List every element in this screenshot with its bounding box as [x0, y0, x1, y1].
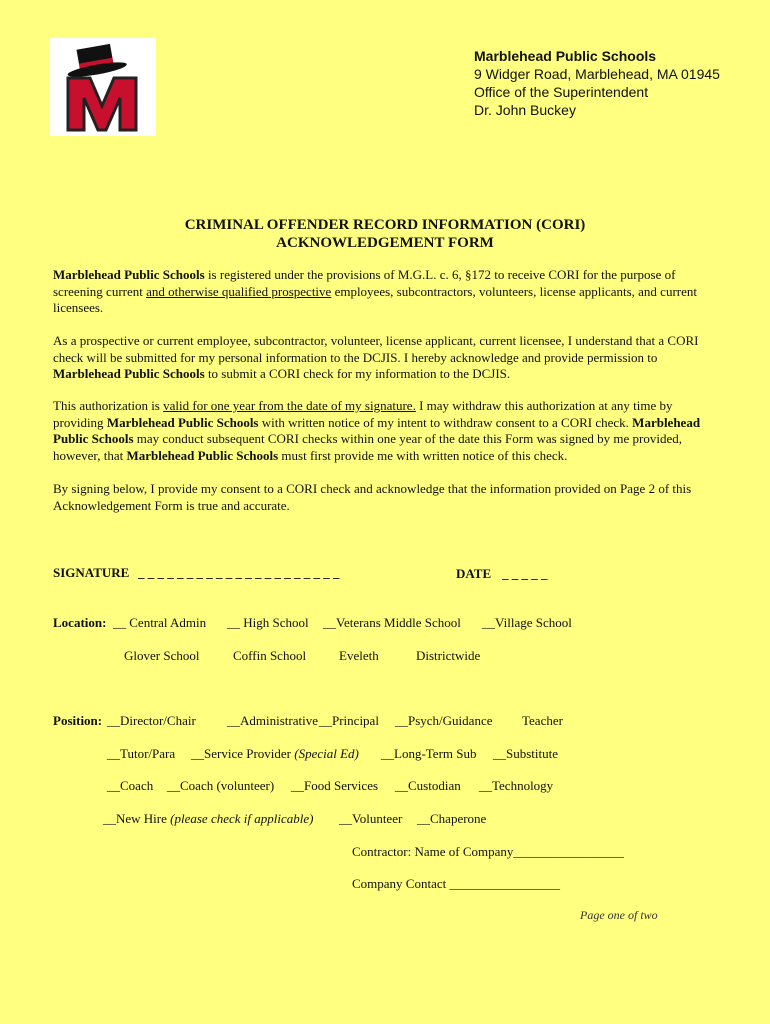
position-director[interactable]: __Director/Chair: [107, 713, 196, 728]
location-eveleth[interactable]: Eveleth: [339, 648, 379, 663]
paragraph-text: may conduct subsequent CORI checks within one year of the date this Form was signed by me provided, however, that: [53, 431, 682, 463]
position-psych[interactable]: __Psych/Guidance: [395, 713, 493, 728]
location-veterans-middle[interactable]: __Veterans Middle School: [323, 615, 461, 630]
title-line-2: ACKNOWLEDGEMENT FORM: [276, 235, 494, 251]
office-name: Office of the Superintendent: [474, 84, 649, 100]
signature-field[interactable]: _ _ _ _ _ _ _ _ _ _ _ _ _ _ _ _ _ _ _ _ _: [138, 565, 340, 580]
school-name: Marblehead Public Schools: [474, 48, 657, 64]
position-principal[interactable]: __Principal: [319, 713, 379, 728]
m-tophat-logo-icon: [50, 38, 156, 136]
location-districtwide[interactable]: Districtwide: [416, 648, 481, 663]
paragraph-text: to submit a CORI check for my information to the DCJIS.: [204, 366, 511, 381]
paragraph-text: is registered under the provisions of M.G.L. c. 6, §172 to receive CORI for the purpose of screening current: [53, 267, 676, 299]
position-custodian[interactable]: __Custodian: [395, 778, 461, 793]
school-name-emphasis: Marblehead Public Schools: [126, 447, 279, 463]
paragraph-authorization: [53, 398, 717, 464]
paragraph-text: employees, subcontractors, volunteers, license applicants, and current licensees.: [53, 283, 697, 315]
location-label: Location:: [53, 615, 107, 630]
paragraph-text: I may withdraw this authorization at any time by providing: [53, 398, 673, 430]
location-village-school[interactable]: __Village School: [482, 615, 572, 630]
title-line-1: CRIMINAL OFFENDER RECORD INFORMATION (CORI): [184, 217, 586, 233]
service-provider-label: __Service Provider: [191, 746, 295, 761]
school-logo: [50, 38, 156, 136]
date-field[interactable]: _ _ _ _ _: [502, 566, 548, 581]
position-tutor[interactable]: __Tutor/Para: [107, 746, 176, 761]
position-teacher[interactable]: Teacher: [522, 713, 563, 728]
position-volunteer[interactable]: __Volunteer: [339, 811, 403, 826]
paragraph-text: By signing below, I provide my consent to a CORI check and acknowledge that the information provided on Page 2 of this Acknowledgement Form is true and accurate.: [53, 481, 692, 513]
paragraph-registration: [53, 267, 717, 317]
letterhead: [474, 47, 720, 119]
school-name-emphasis: Marblehead Public Schools: [53, 267, 205, 282]
contractor-company-field[interactable]: Contractor: Name of Company_________________: [352, 844, 624, 859]
position-long-term-sub[interactable]: __Long-Term Sub: [381, 746, 477, 761]
page-footer: Page one of two: [580, 908, 658, 922]
paragraph-text: with written notice of my intent to withdraw consent to a CORI check.: [258, 414, 633, 430]
paragraph-text: As a prospective or current employee, subcontractor, volunteer, license applicant, current licensee, I understand that a CORI check will be submitted for my personal information to the DCJIS. I hereby acknowledge and provide permission to: [53, 333, 699, 365]
signature-label: SIGNATURE: [53, 565, 130, 580]
paragraph-acknowledgement: [53, 481, 717, 514]
superintendent-name: Dr. John Buckey: [474, 102, 576, 118]
company-contact-field[interactable]: Company Contact _________________: [352, 876, 560, 891]
paragraph-consent: [53, 333, 717, 383]
location-glover[interactable]: Glover School: [124, 648, 200, 663]
position-substitute[interactable]: __Substitute: [493, 746, 559, 761]
position-chaperone[interactable]: __Chaperone: [417, 811, 487, 826]
position-administrative[interactable]: __Administrative: [227, 713, 318, 728]
underlined-text: valid for one year from the date of my signature.: [163, 398, 416, 413]
form-title: [0, 216, 770, 252]
school-address: 9 Widger Road, Marblehead, MA 01945: [474, 66, 720, 82]
special-ed-note: (Special Ed): [294, 746, 359, 761]
school-name-emphasis: Marblehead Public Schools: [53, 414, 701, 446]
new-hire-note: (please check if applicable): [170, 811, 314, 826]
position-coach-volunteer[interactable]: __Coach (volunteer): [167, 778, 275, 793]
paragraph-text: must first provide me with written notice of this check.: [278, 447, 568, 463]
school-name-emphasis: Marblehead Public Schools: [53, 366, 205, 381]
position-coach[interactable]: __Coach: [107, 778, 154, 793]
location-coffin[interactable]: Coffin School: [233, 648, 307, 663]
paragraph-text: This authorization is: [53, 398, 164, 413]
underlined-text: and otherwise qualified prospective: [146, 283, 332, 299]
school-name-emphasis: Marblehead Public Schools: [106, 414, 259, 430]
date-label: DATE: [456, 566, 492, 581]
new-hire-label: __New Hire: [103, 811, 171, 826]
location-central-admin[interactable]: __ Central Admin: [113, 615, 207, 630]
position-technology[interactable]: __Technology: [479, 778, 554, 793]
position-new-hire[interactable]: [103, 811, 313, 827]
position-service-provider[interactable]: [191, 746, 359, 762]
position-food-services[interactable]: __Food Services: [291, 778, 379, 793]
position-label: Position:: [53, 713, 103, 728]
location-high-school[interactable]: __ High School: [227, 615, 309, 630]
